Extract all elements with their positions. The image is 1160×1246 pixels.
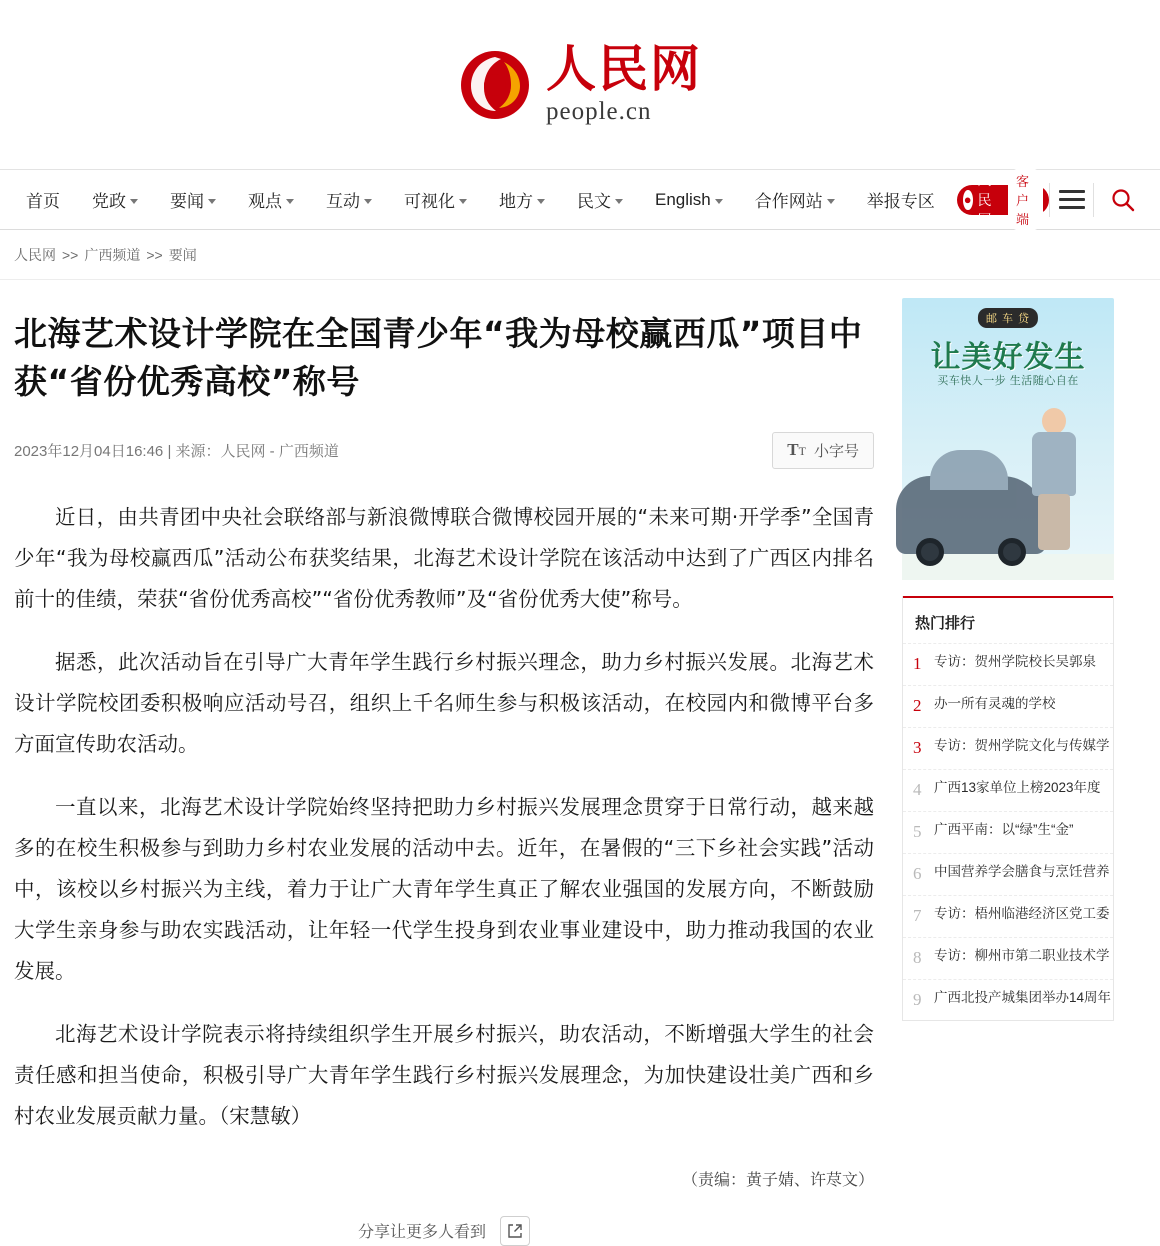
people-mini-logo-icon: ● bbox=[963, 190, 973, 210]
logo-text-en: people.cn bbox=[546, 97, 652, 125]
rank-text: 专访：贺州学院校长吴郭泉 bbox=[934, 654, 1096, 669]
share-label: 分享让更多人看到 bbox=[357, 1224, 486, 1242]
people-app-label: 人民网+ bbox=[977, 171, 1000, 228]
rank-text: 专访：柳州市第二职业技术学 bbox=[934, 947, 1110, 963]
breadcrumb-separator: >> bbox=[62, 246, 79, 263]
nav-item-6[interactable] bbox=[483, 187, 561, 212]
client-chip-label: 客户端 bbox=[1008, 168, 1043, 231]
nav-item-3[interactable] bbox=[232, 187, 310, 212]
list-item[interactable] bbox=[903, 811, 1113, 853]
rank-number: 5 bbox=[913, 821, 922, 841]
ad-person-illustration bbox=[1026, 408, 1084, 558]
chevron-down-icon bbox=[130, 199, 138, 204]
rank-text: 办一所有灵魂的学校 bbox=[934, 695, 1056, 711]
font-size-icon: TT bbox=[787, 440, 806, 460]
nav-item-2[interactable] bbox=[154, 187, 232, 212]
nav-item-0[interactable] bbox=[10, 187, 76, 212]
font-size-button[interactable] bbox=[772, 432, 874, 469]
nav-item-7[interactable] bbox=[561, 187, 639, 212]
chevron-down-icon bbox=[827, 199, 835, 204]
breadcrumb-item-section[interactable]: 要闻 bbox=[168, 246, 197, 263]
chevron-down-icon bbox=[286, 199, 294, 204]
breadcrumb-item-home[interactable]: 人民网 bbox=[14, 246, 56, 263]
rank-number: 1 bbox=[913, 654, 922, 673]
right-rail bbox=[902, 298, 1114, 1246]
rank-text: 专访：贺州学院文化与传媒学 bbox=[934, 737, 1110, 753]
rank-text: 中国营养学会膳食与烹饪营养 bbox=[934, 863, 1110, 879]
nav-label: 互动 bbox=[326, 192, 360, 211]
breadcrumb-item-channel[interactable]: 广西频道 bbox=[84, 246, 141, 263]
nav-label: 民文 bbox=[577, 192, 611, 211]
rank-text: 广西13家单位上榜2023年度 bbox=[934, 779, 1101, 795]
rank-number: 6 bbox=[913, 863, 922, 883]
nav-label: 合作网站 bbox=[754, 192, 823, 211]
ad-title: 让美好发生 bbox=[930, 340, 1086, 375]
share-row bbox=[14, 1216, 874, 1246]
list-item[interactable] bbox=[903, 853, 1113, 895]
rank-number: 8 bbox=[913, 947, 922, 967]
font-size-label: 小字号 bbox=[813, 442, 859, 460]
breadcrumb bbox=[0, 230, 1160, 280]
nav-label: 要闻 bbox=[170, 192, 204, 211]
nav-item-4[interactable] bbox=[310, 187, 388, 212]
people-app-button[interactable] bbox=[957, 171, 1049, 228]
list-item[interactable] bbox=[903, 895, 1113, 937]
chevron-down-icon bbox=[537, 199, 545, 204]
nav-item-8[interactable] bbox=[639, 190, 739, 210]
rank-text: 广西平南：以“绿”生“金” bbox=[934, 821, 1074, 837]
chevron-down-icon bbox=[715, 199, 723, 204]
article-paragraph-3: 一直以来，北海艺术设计学院始终坚持把助力乡村振兴发展理念贯穿于日常行动，越来越多的在校生积极参与到助力乡村农业发展的活动中去。近年，在暑假的“三下乡社会实践”活动中，该校以乡村振兴为主线，着力于让广大青年学生真正了解农业强国的发展方向，不断鼓励大学生亲身参与助农实践活动，让年轻一代学生投身到农业事业建设中，助力推动我国的农业发展。 bbox=[14, 794, 874, 983]
nav-item-9[interactable] bbox=[739, 187, 851, 212]
nav-label: 举报专区 bbox=[866, 192, 935, 211]
rank-number: 3 bbox=[913, 737, 922, 757]
nav-label: 首页 bbox=[26, 192, 60, 211]
content-area bbox=[0, 280, 1160, 1246]
ad-car-wheel-front bbox=[916, 538, 944, 566]
share-external-icon[interactable] bbox=[500, 1216, 530, 1246]
nav-label: 观点 bbox=[248, 192, 282, 211]
chevron-down-icon bbox=[208, 199, 216, 204]
rank-number: 9 bbox=[913, 989, 922, 1009]
main-nav bbox=[0, 170, 1160, 230]
page-title: 北海艺术设计学院在全国青少年“我为母校赢西瓜”项目中获“省份优秀高校”称号 bbox=[14, 314, 863, 401]
chevron-down-icon bbox=[364, 199, 372, 204]
ad-car-wheel-rear bbox=[998, 538, 1026, 566]
rank-number: 4 bbox=[913, 779, 922, 799]
hot-ranking-box bbox=[902, 596, 1114, 1021]
list-item[interactable] bbox=[903, 643, 1113, 685]
nav-item-5[interactable] bbox=[388, 187, 483, 212]
menu-icon[interactable] bbox=[1049, 183, 1093, 217]
chevron-down-icon bbox=[615, 199, 623, 204]
list-item[interactable] bbox=[903, 979, 1113, 1021]
advertisement-banner[interactable] bbox=[902, 298, 1114, 580]
chevron-down-icon bbox=[459, 199, 467, 204]
article-column bbox=[14, 298, 874, 1246]
logo-text-cn: 人民网 bbox=[546, 40, 702, 99]
list-item[interactable] bbox=[903, 937, 1113, 979]
article-editor-credit: （责编：黄子婧、许荩文） bbox=[681, 1171, 874, 1189]
site-header bbox=[0, 0, 1160, 170]
list-item[interactable] bbox=[903, 685, 1113, 727]
rank-text: 广西北投产城集团举办14周年 bbox=[934, 989, 1112, 1005]
breadcrumb-separator: >> bbox=[146, 246, 163, 263]
ad-badge: 邮 车 贷 bbox=[978, 308, 1038, 328]
nav-label: English bbox=[655, 189, 711, 209]
nav-item-10[interactable] bbox=[851, 187, 951, 212]
article-meta: 2023年12月04日16:46 | 来源：人民网 - 广西频道 bbox=[14, 442, 339, 460]
ad-subtitle: 买车快人一步 生活随心自在 bbox=[937, 375, 1079, 387]
article-paragraph-2: 据悉，此次活动旨在引导广大青年学生践行乡村振兴理念，助力乡村振兴发展。北海艺术设计学院校团委积极响应活动号召，组织上千名师生参与积极该活动，在校园内和微博平台多方面宣传助农活动。 bbox=[14, 649, 874, 756]
article-paragraph-1: 近日，由共青团中央社会联络部与新浪微博联合微博校园开展的“未来可期·开学季”全国青少年“我为母校赢西瓜”活动公布获奖结果，北海艺术设计学院在该活动中达到了广西区内排名前十的佳绩，荣获“省份优秀高校”“省份优秀教师”及“省份优秀大使”称号。 bbox=[14, 504, 874, 611]
nav-label: 党政 bbox=[92, 192, 126, 211]
article-paragraph-4: 北海艺术设计学院表示将持续组织学生开展乡村振兴，助农活动，不断增强大学生的社会责任感和担当使命，积极引导广大青年学生践行乡村振兴发展理念，为加快建设壮美广西和乡村农业发展贡献力量。（宋慧敏） bbox=[14, 1021, 874, 1128]
search-icon[interactable] bbox=[1093, 183, 1150, 217]
site-logo[interactable] bbox=[458, 40, 702, 126]
list-item[interactable] bbox=[903, 769, 1113, 811]
people-logo-icon bbox=[458, 48, 532, 122]
rank-number: 7 bbox=[913, 905, 922, 925]
nav-label: 地方 bbox=[499, 192, 533, 211]
article-meta-row bbox=[14, 432, 874, 475]
rank-text: 专访：梧州临港经济区党工委 bbox=[934, 905, 1110, 921]
list-item[interactable] bbox=[903, 727, 1113, 769]
nav-item-1[interactable] bbox=[76, 187, 154, 212]
nav-label: 可视化 bbox=[404, 192, 455, 211]
rank-number: 2 bbox=[913, 695, 922, 715]
hot-ranking-title: 热门排行 bbox=[903, 596, 1113, 643]
